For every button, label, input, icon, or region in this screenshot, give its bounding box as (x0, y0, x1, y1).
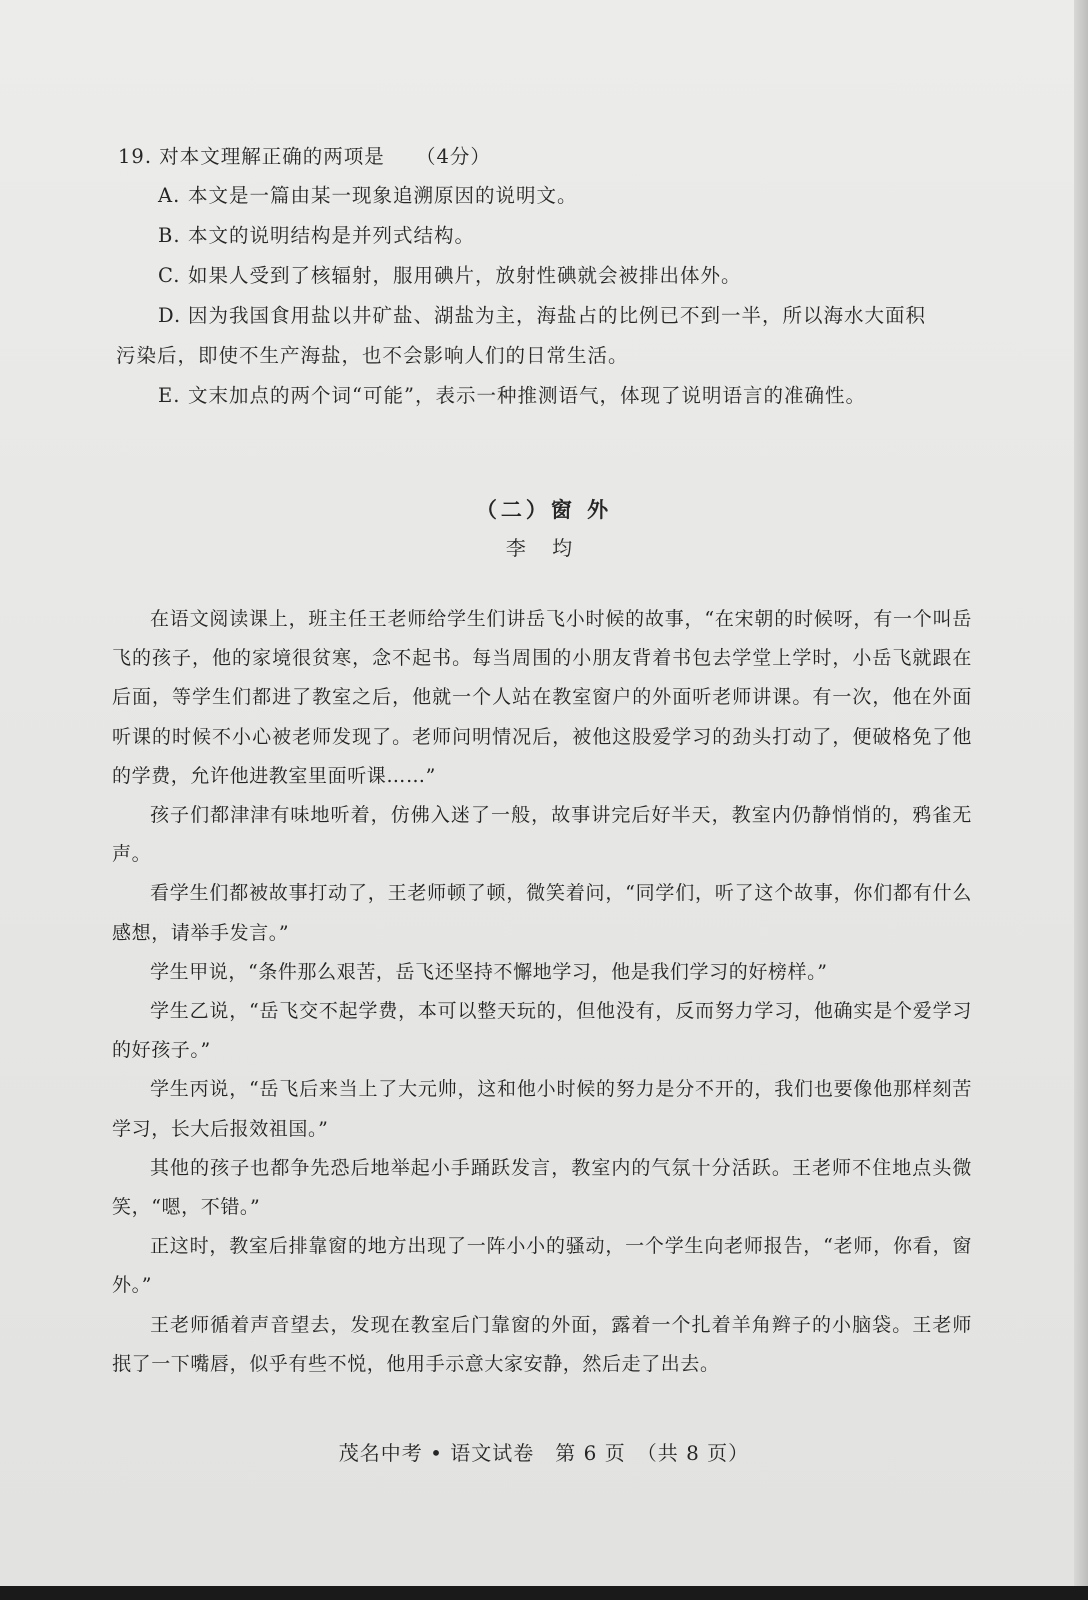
article-body (112, 600, 972, 1384)
option-text: 因为我国食用盐以井矿盐、湖盐为主，海盐占的比例已不到一半，所以海水大面积 (188, 304, 927, 327)
paragraph: 王老师循着声音望去，发现在教室后门靠窗的外面，露着一个扎着羊角辫子的小脑袋。王老师抿了一下嘴唇，似乎有些不悦，他用手示意大家安静，然后走了出去。 (112, 1313, 972, 1375)
paragraph: 在语文阅读课上，班主任王老师给学生们讲岳飞小时候的故事，“在宋朝的时候呀，有一个叫岳飞的孩子，他的家境很贫寒，念不起书。每当周围的小朋友背着书包去学堂上学时，小岳飞就跟在后面，等学生们都进了教室之后，他就一个人站在教室窗户的外面听老师讲课。有一次，他在外面听课的时候不小心被老师发现了。老师问明情况后，被他这股爱学习的劲头打动了，便破格免了他的学费，允许他进教室里面听课……” (112, 608, 972, 787)
page-footer: 茂名中考 • 语文试卷 第 6 页 （共 8 页） (338, 1441, 750, 1465)
article-title: （二）窗 外 (475, 497, 613, 522)
option-letter: A. (158, 184, 181, 207)
paragraph: 学生乙说，“岳飞交不起学费，本可以整天玩的，但他没有，反而努力学习，他确实是个爱学习的好孩子。” (112, 1000, 972, 1062)
paragraph: 孩子们都津津有味地听着，仿佛入迷了一般，故事讲完后好半天，教室内仍静悄悄的，鸦雀无声。 (112, 804, 972, 866)
paragraph: 正这时，教室后排靠窗的地方出现了一阵小小的骚动，一个学生向老师报告，“老师，你看，窗外。” (112, 1235, 972, 1297)
option-letter: E. (158, 384, 181, 407)
option-letter: C. (158, 264, 181, 287)
option-e (158, 376, 866, 416)
option-letter: D. (158, 304, 182, 327)
paragraph: 看学生们都被故事打动了，王老师顿了顿，微笑着问，“同学们，听了这个故事，你们都有什么感想，请举手发言。” (112, 882, 972, 944)
option-b (158, 216, 475, 256)
paragraph: 其他的孩子也都争先恐后地举起小手踊跃发言，教室内的气氛十分活跃。王老师不住地点头微笑，“嗯，不错。” (112, 1156, 972, 1219)
paragraph: 学生丙说，“岳飞后来当上了大元帅，这和他小时候的努力是分不开的，我们也要像他那样刻苦学习，长大后报效祖国。” (112, 1078, 972, 1140)
question-19-stem: 19. 对本文理解正确的两项是 （4分） (118, 145, 491, 168)
option-text: 文末加点的两个词“可能”，表示一种推测语气，体现了说明语言的准确性。 (188, 384, 866, 407)
option-a (158, 176, 578, 216)
option-d-continuation: 污染后，即使不生产海盐，也不会影响人们的日常生活。 (116, 344, 629, 367)
scan-edge-bottom (0, 1586, 1088, 1600)
paragraph: 学生甲说，“条件那么艰苦，岳飞还坚持不懈地学习，他是我们学习的好榜样。” (150, 960, 828, 983)
option-text: 本文的说明结构是并列式结构。 (188, 224, 476, 247)
article-author: 李 均 (505, 536, 583, 560)
option-d (158, 296, 978, 336)
option-c (158, 256, 742, 296)
option-text: 本文是一篇由某一现象追溯原因的说明文。 (188, 184, 578, 207)
option-letter: B. (158, 224, 181, 247)
scan-edge-right (1074, 0, 1088, 1600)
option-text: 如果人受到了核辐射，服用碘片，放射性碘就会被排出体外。 (188, 264, 742, 287)
